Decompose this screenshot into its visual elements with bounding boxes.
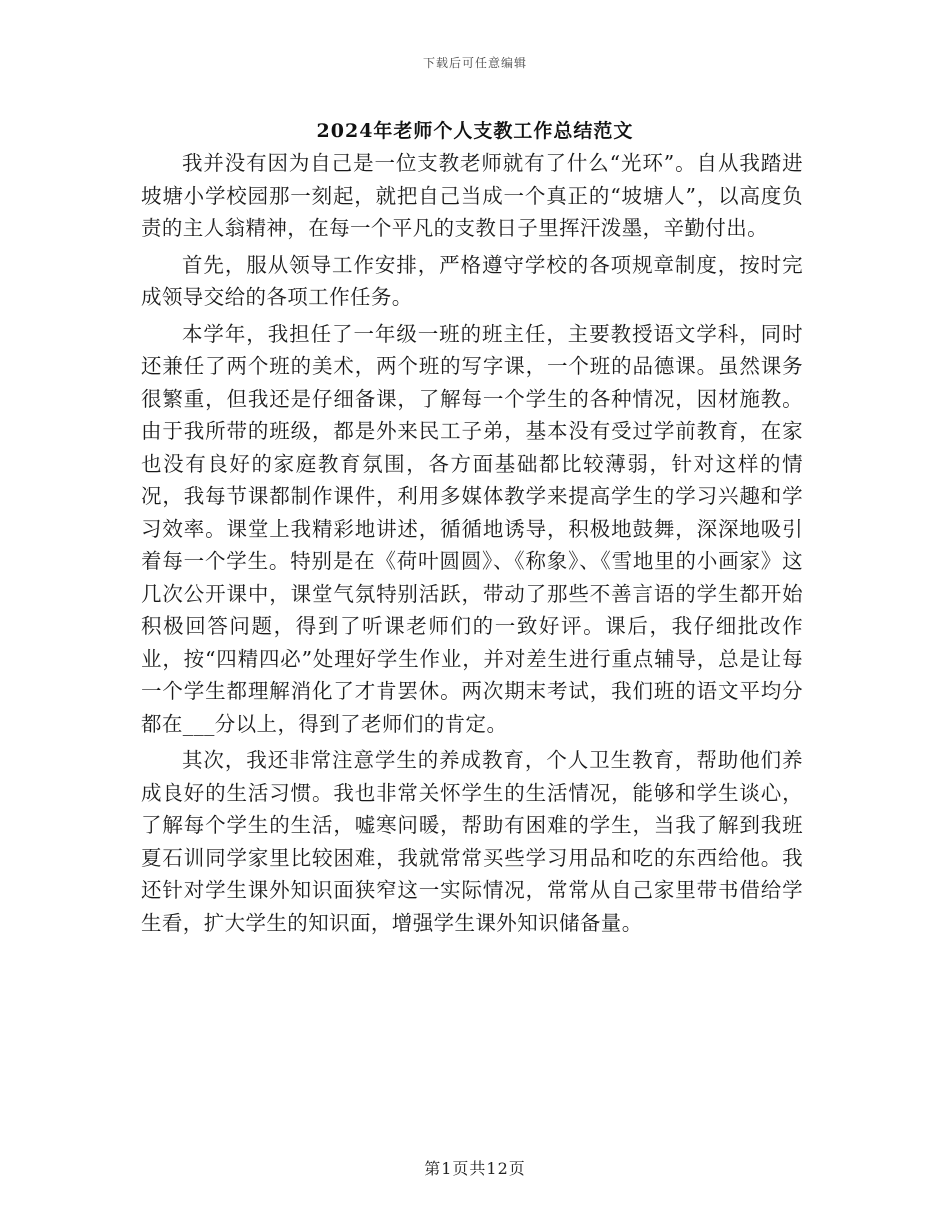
paragraph-first-point: 首先，服从领导工作安排，严格遵守学校的各项规章制度，按时完成领导交给的各项工作任务。 [141,252,803,309]
document-body [141,147,803,939]
header-note: 下载后可任意编辑 [422,56,527,70]
paragraph-intro: 我并没有因为自己是一位支教老师就有了什么“光环”。自从我踏进坡塘小学校园那一刻起，就把自己当成一个真正的“坡塘人”，以高度负责的主人翁精神，在每一个平凡的支教日子里挥汗泼墨，辛勤付出。 [141,151,803,240]
paragraph-teaching: 本学年，我担任了一年级一班的班主任，主要教授语文学科，同时还兼任了两个班的美术，两个班的写字课，一个班的品德课。虽然课务很繁重，但我还是仔细备课，了解每一个学生的各种情况，因材施教。由于我所带的班级，都是外来民工子弟，基本没有受过学前教育，在家也没有良好的家庭教育氛围，各方面基础都比较薄弱，针对这样的情况，我每节课都制作课件，利用多媒体教学来提高学生的学习兴趣和学习效率。课堂上我精彩地讲述，循循地诱导，积极地鼓舞，深深地吸引着每一个学生。特别是在《荷叶圆圆》、《称象》、《雪地里的小画家》这几次公开课中，课堂气氛特别活跃，带动了那些不善言语的学生都开始积极回答问题，得到了听课老师们的一致好评。课后，我仔细批改作业，按“四精四必”处理好学生作业，并对差生进行重点辅导，总是让每一个学生都理解消化了才肯罢休。两次期末考试，我们班的语文平均分都在___分以上，得到了老师们的肯定。 [141,321,803,736]
paragraph-second-point: 其次，我还非常注意学生的养成教育，个人卫生教育，帮助他们养成良好的生活习惯。我也非常关怀学生的生活情况，能够和学生谈心，了解每个学生的生活，嘘寒问暖，帮助有困难的学生，当我了解到我班夏石训同学家里比较困难，我就常常买些学习用品和吃的东西给他。我还针对学生课外知识面狭窄这一实际情况，常常从自己家里带书借给学生看，扩大学生的知识面，增强学生课外知识储备量。 [141,748,803,935]
document-title: 2024年老师个人支教工作总结范文 [316,120,634,142]
page-indicator: 第1页共12页 [424,1159,526,1178]
